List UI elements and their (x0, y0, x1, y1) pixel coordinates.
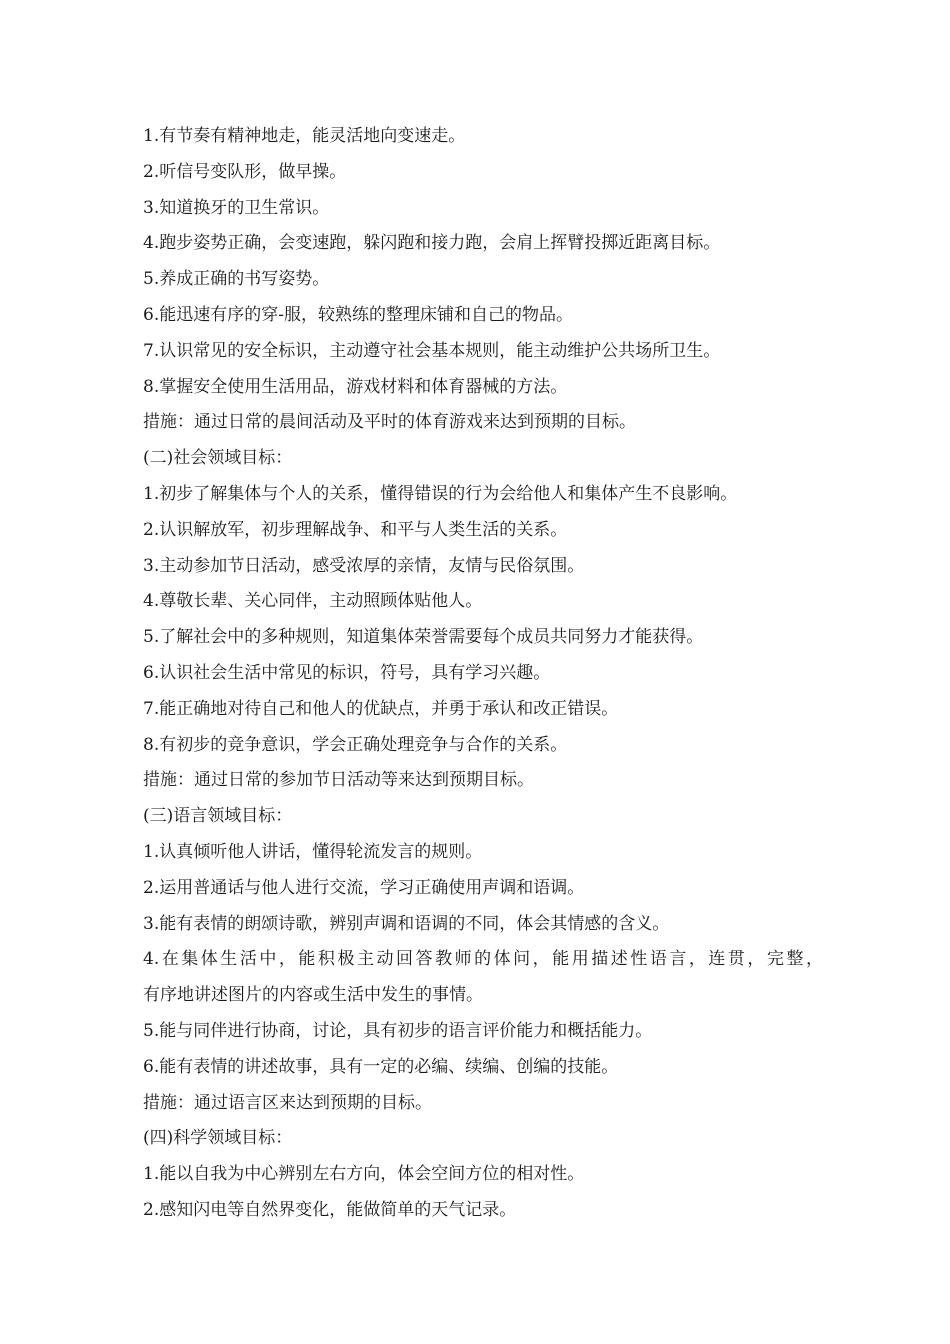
section-heading: (四)科学领域目标： (143, 1128, 293, 1149)
text-line: 8.掌握安全使用生活用品，游戏材料和体育器械的方法。 (143, 376, 568, 397)
text-line: 5.养成正确的书写姿势。 (143, 269, 330, 290)
text-line: 7.认识常见的安全标识，主动遵守社会基本规则，能主动维护公共场所卫生。 (143, 340, 721, 361)
text-line-continuation: 有序地讲述图片的内容或生活中发生的事情。 (143, 985, 483, 1006)
text-line: 6.认识社会生活中常见的标识，符号，具有学习兴趣。 (143, 662, 551, 683)
text-line: 2.感知闪电等自然界变化，能做简单的天气记录。 (143, 1199, 517, 1220)
measures-line: 措施：通过日常的晨间活动及平时的体育游戏来达到预期的目标。 (143, 412, 636, 433)
text-line: 2.听信号变队形，做早操。 (143, 161, 347, 182)
document-body (143, 119, 823, 1229)
text-line: 8.有初步的竞争意识，学会正确处理竞争与合作的关系。 (143, 734, 568, 755)
text-line: 7.能正确地对待自己和他人的优缺点，并勇于承认和改正错误。 (143, 698, 619, 719)
text-line: 3.主动参加节日活动，感受浓厚的亲情，友情与民俗氛围。 (143, 555, 585, 576)
section-heading: (二)社会领域目标： (143, 448, 293, 469)
text-line: 1.能以自我为中心辨别左右方向，体会空间方位的相对性。 (143, 1164, 585, 1185)
text-line: 2.认识解放军，初步理解战争、和平与人类生活的关系。 (143, 519, 568, 540)
text-line: 4.尊敬长辈、关心同伴，主动照顾体贴他人。 (143, 591, 483, 612)
text-line: 3.知道换牙的卫生常识。 (143, 197, 330, 218)
section-heading: (三)语言领域目标： (143, 806, 293, 827)
text-line: 5.能与同伴进行协商，讨论，具有初步的语言评价能力和概括能力。 (143, 1020, 653, 1041)
text-line: 4.在集体生活中，能积极主动回答教师的体问，能用描述性语言，连贯，完整， (143, 949, 823, 970)
text-line: 4.跑步姿势正确，会变速跑，躲闪跑和接力跑，会肩上挥臂投掷近距离目标。 (143, 233, 721, 254)
text-line: 6.能有表情的讲述故事，具有一定的必编、续编、创编的技能。 (143, 1056, 619, 1077)
text-line: 5.了解社会中的多种规则，知道集体荣誉需要每个成员共同努力才能获得。 (143, 627, 704, 648)
text-line: 1.初步了解集体与个人的关系，懂得错误的行为会给他人和集体产生不良影响。 (143, 483, 738, 504)
measures-line: 措施：通过语言区来达到预期的目标。 (143, 1092, 432, 1113)
text-line: 3.能有表情的朗颂诗歌，辨别声调和语调的不同，体会其情感的含义。 (143, 913, 670, 934)
text-line: 2.运用普通话与他人进行交流，学习正确使用声调和语调。 (143, 877, 585, 898)
text-line: 6.能迅速有序的穿-服，较熟练的整理床铺和自己的物品。 (143, 304, 573, 325)
text-line: 1.有节奏有精神地走，能灵活地向变速走。 (143, 126, 466, 146)
text-line: 1.认真倾听他人讲话，懂得轮流发言的规则。 (143, 841, 483, 862)
measures-line: 措施：通过日常的参加节日活动等来达到预期目标。 (143, 770, 534, 791)
